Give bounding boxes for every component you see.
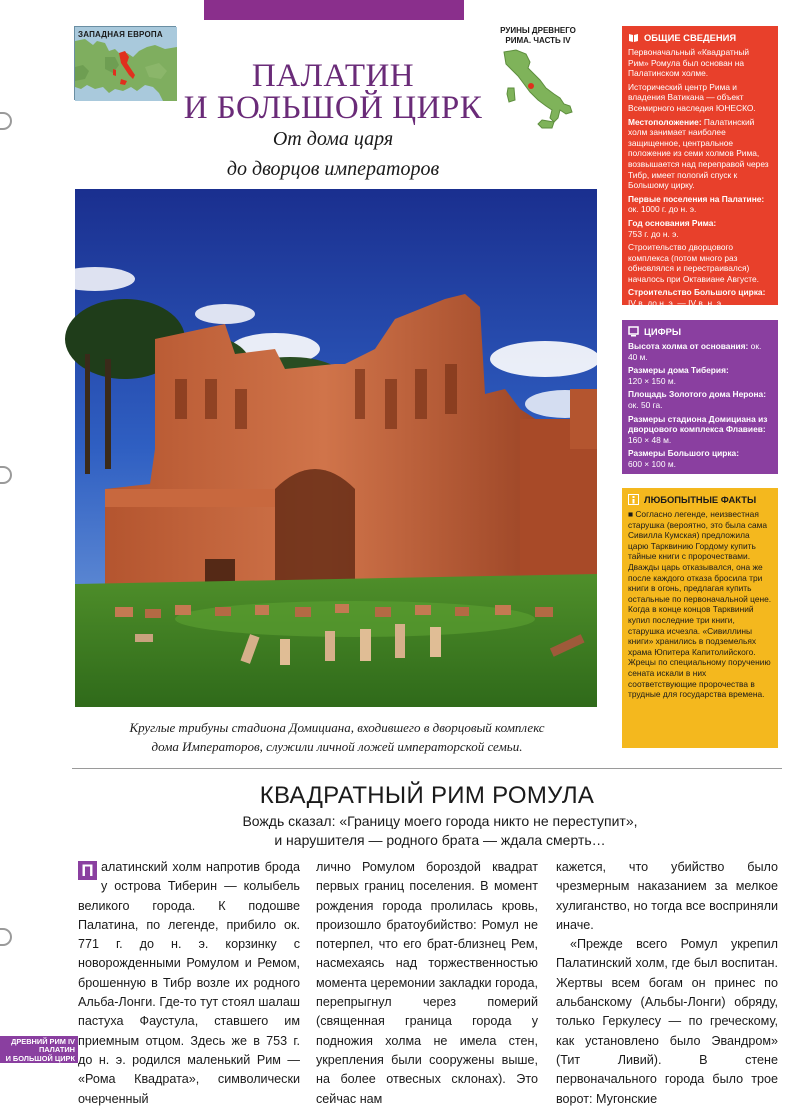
figure-item bbox=[628, 389, 772, 410]
figure-item bbox=[628, 341, 772, 362]
facts-title: ЛЮБОПЫТНЫЕ ФАКТЫ bbox=[644, 493, 757, 505]
lead-line-2: и нарушителя — родного брата — ждала смерть… bbox=[274, 832, 606, 848]
figure-label: Размеры стадиона Домициана из дворцового комплекса Флавиев: bbox=[628, 413, 768, 435]
founding-para bbox=[628, 218, 772, 239]
figure-item bbox=[628, 365, 772, 386]
footer-line-3: И БОЛЬШОЙ ЦИРК 1 bbox=[5, 1053, 75, 1072]
title-line-1: ПАЛАТИН bbox=[251, 58, 415, 94]
figure-value: 120 × 150 м. bbox=[628, 375, 676, 386]
general-info-title: ОБЩИЕ СВЕДЕНИЯ bbox=[644, 31, 737, 43]
subtitle-line-2: до дворцов императоров bbox=[226, 158, 440, 180]
article-column-3 bbox=[556, 858, 778, 1109]
series-label: РУИНЫ ДРЕВНЕГО РИМА. ЧАСТЬ IV bbox=[500, 26, 576, 45]
top-color-strip bbox=[204, 0, 464, 20]
column-2-text: лично Ромулом бороздой квадрат первых границ поселения. В момент рождения города пролилась кровь, произошло братоубийство: Ромул не потерпел, что его брат-близнец Рем, насмехаясь над торжественностью момента церемонии закладки города, перепрыгнул через померий (священная граница города у подножия холма не имела стен, укрепления были сооружены выше, на более отвесных склонах). Это сейчас нам bbox=[316, 860, 538, 1106]
section-lead bbox=[160, 812, 720, 850]
general-info-box bbox=[622, 26, 778, 309]
page-subtitle bbox=[178, 124, 488, 184]
title-line-2: И БОЛЬШОЙ ЦИРК bbox=[183, 90, 483, 126]
section-title: КВАДРАТНЫЙ РИМ РОМУЛА bbox=[259, 782, 595, 809]
photo-caption bbox=[72, 718, 602, 756]
founding-label: Год основания Рима: bbox=[628, 217, 717, 228]
western-europe-map bbox=[74, 26, 176, 100]
figure-value: ок. 50 га. bbox=[628, 399, 663, 410]
circus-text: IV в. до н. э. — IV в. н. э. bbox=[628, 298, 724, 309]
figure-label: Размеры Большого цирка: bbox=[628, 448, 740, 459]
section-divider bbox=[72, 768, 782, 769]
article-column-2 bbox=[316, 858, 538, 1109]
lead-line-1: Вождь сказал: «Границу моего города никто не переступит», bbox=[242, 813, 638, 829]
figure-item bbox=[628, 448, 772, 469]
drop-cap: П bbox=[78, 861, 97, 880]
general-info-p1: Первоначальный «Квадратный Рим» Ромула был основан на Палатинском холме. bbox=[628, 47, 750, 79]
caption-line-2: дома Императоров, служили личной ложей императорской семьи. bbox=[151, 739, 523, 754]
facts-heading bbox=[628, 494, 772, 505]
facts-text: ■ Согласно легенде, неизвестная старушка (вероятно, это была сама Сивилла Кумская) предложила царю Тарквинию Гордому купить тайные книги с пророчествами. Дважды царь отказывался, она же после каждого отказа бросила три книги в огонь, предлагая купить остальные по первоначальной цене. Когда в конце концов Тарквиний купил последние три книги, старушка исчезла. «Сивиллины книги» хранились в подземельях храма Юпитера Капитолийского. Жрецы по специальному поручению сената искали в них соответствующие пророчества в трудные для государства времена. bbox=[628, 509, 772, 700]
facts-box bbox=[622, 488, 778, 748]
book-icon bbox=[628, 32, 639, 43]
location-label: Местоположение: bbox=[628, 116, 702, 127]
palace-para: Строительство дворцового комплекса (потом много раз обновлялся и перестраивался) началось при Октавиане Августе. bbox=[628, 242, 759, 284]
general-info-p2: Исторический центр Рима и владения Ватикана — объект Всемирного наследия ЮНЕСКО. bbox=[628, 81, 756, 113]
subtitle-line-1: От дома царя bbox=[272, 128, 394, 150]
figures-title: ЦИФРЫ bbox=[644, 325, 682, 337]
ruins-photo bbox=[75, 189, 597, 707]
monitor-icon bbox=[628, 326, 639, 337]
location-text: Палатинский холм занимает наиболее защищенное, центральное положение из семи холмов Рима, возвышается над переправой через Тибр, имеет пологий спуск к Большому цирку. bbox=[628, 116, 769, 191]
figure-label: Размеры дома Тиберия: bbox=[628, 365, 729, 376]
figures-heading bbox=[628, 326, 772, 337]
circus-para bbox=[628, 287, 772, 308]
figure-value: 160 × 48 м. bbox=[628, 434, 672, 445]
caption-line-1: Круглые трибуны стадиона Домициана, входившего в дворцовый комплекс bbox=[129, 720, 545, 735]
footer-line-2: ПАЛАТИН bbox=[38, 1045, 75, 1055]
figure-value: 600 × 100 м. bbox=[628, 458, 676, 469]
footer-line-1: ДРЕВНИЙ РИМ IV bbox=[11, 1037, 75, 1046]
figure-item bbox=[628, 414, 772, 446]
italy-map bbox=[498, 48, 576, 130]
footer-tag bbox=[0, 1036, 78, 1072]
info-icon bbox=[628, 494, 639, 505]
location-para bbox=[628, 117, 772, 191]
figure-value: ок. 40 м. bbox=[628, 341, 762, 362]
binder-hole bbox=[0, 112, 12, 130]
binder-hole bbox=[0, 928, 12, 946]
map-region-label: ЗАПАДНАЯ ЕВРОПА bbox=[78, 30, 163, 39]
page-title bbox=[178, 60, 488, 124]
column-1-text: алатинский холм напротив брода у острова Тиберин — колыбель великого города. К подошве Палатина, по легенде, прибило ок. 771 г. до н. э. корзинку с новорожденными Ромулом и Ремом, брошенную в Тибр возле их родного Альба-Лонги. Где-то тут стоял шалаш пастуха Фаустула, ставшего им приемным отцом. Здесь же в 753 г. до н. э. родился маленький Рим — «Рома Квадрата», символически очерченный bbox=[78, 860, 300, 1106]
settle-label: Первые поселения на Палатине: bbox=[628, 193, 765, 204]
founding-text: 753 г. до н. э. bbox=[628, 228, 679, 239]
binder-hole bbox=[0, 466, 12, 484]
column-3-para-2: «Прежде всего Ромул укрепил Палатинский холм, где был воспитан. Жертвы всем богам он принес по альбанскому (Альбы-Лонги) обряду, только Геркулесу — по греческому, как установлено было Эвандром» (Тит Ливий). В стене первоначального города было трое ворот: Мугонские bbox=[556, 937, 778, 1106]
figure-label: Площадь Золотого дома Нерона: bbox=[628, 389, 766, 400]
article-column-1 bbox=[78, 858, 300, 1109]
settle-text: ок. 1000 г. до н. э. bbox=[628, 204, 697, 215]
general-info-heading bbox=[628, 32, 772, 43]
figure-label: Высота холма от основания: bbox=[628, 341, 749, 351]
figures-box bbox=[622, 320, 778, 474]
settle-para bbox=[628, 194, 772, 215]
column-3-para-1: кажется, что убийство было чрезмерным наказанием за мелкое хулиганство, но тогда все восприняли иначе. bbox=[556, 860, 778, 932]
circus-label: Строительство Большого цирка: bbox=[628, 287, 766, 298]
